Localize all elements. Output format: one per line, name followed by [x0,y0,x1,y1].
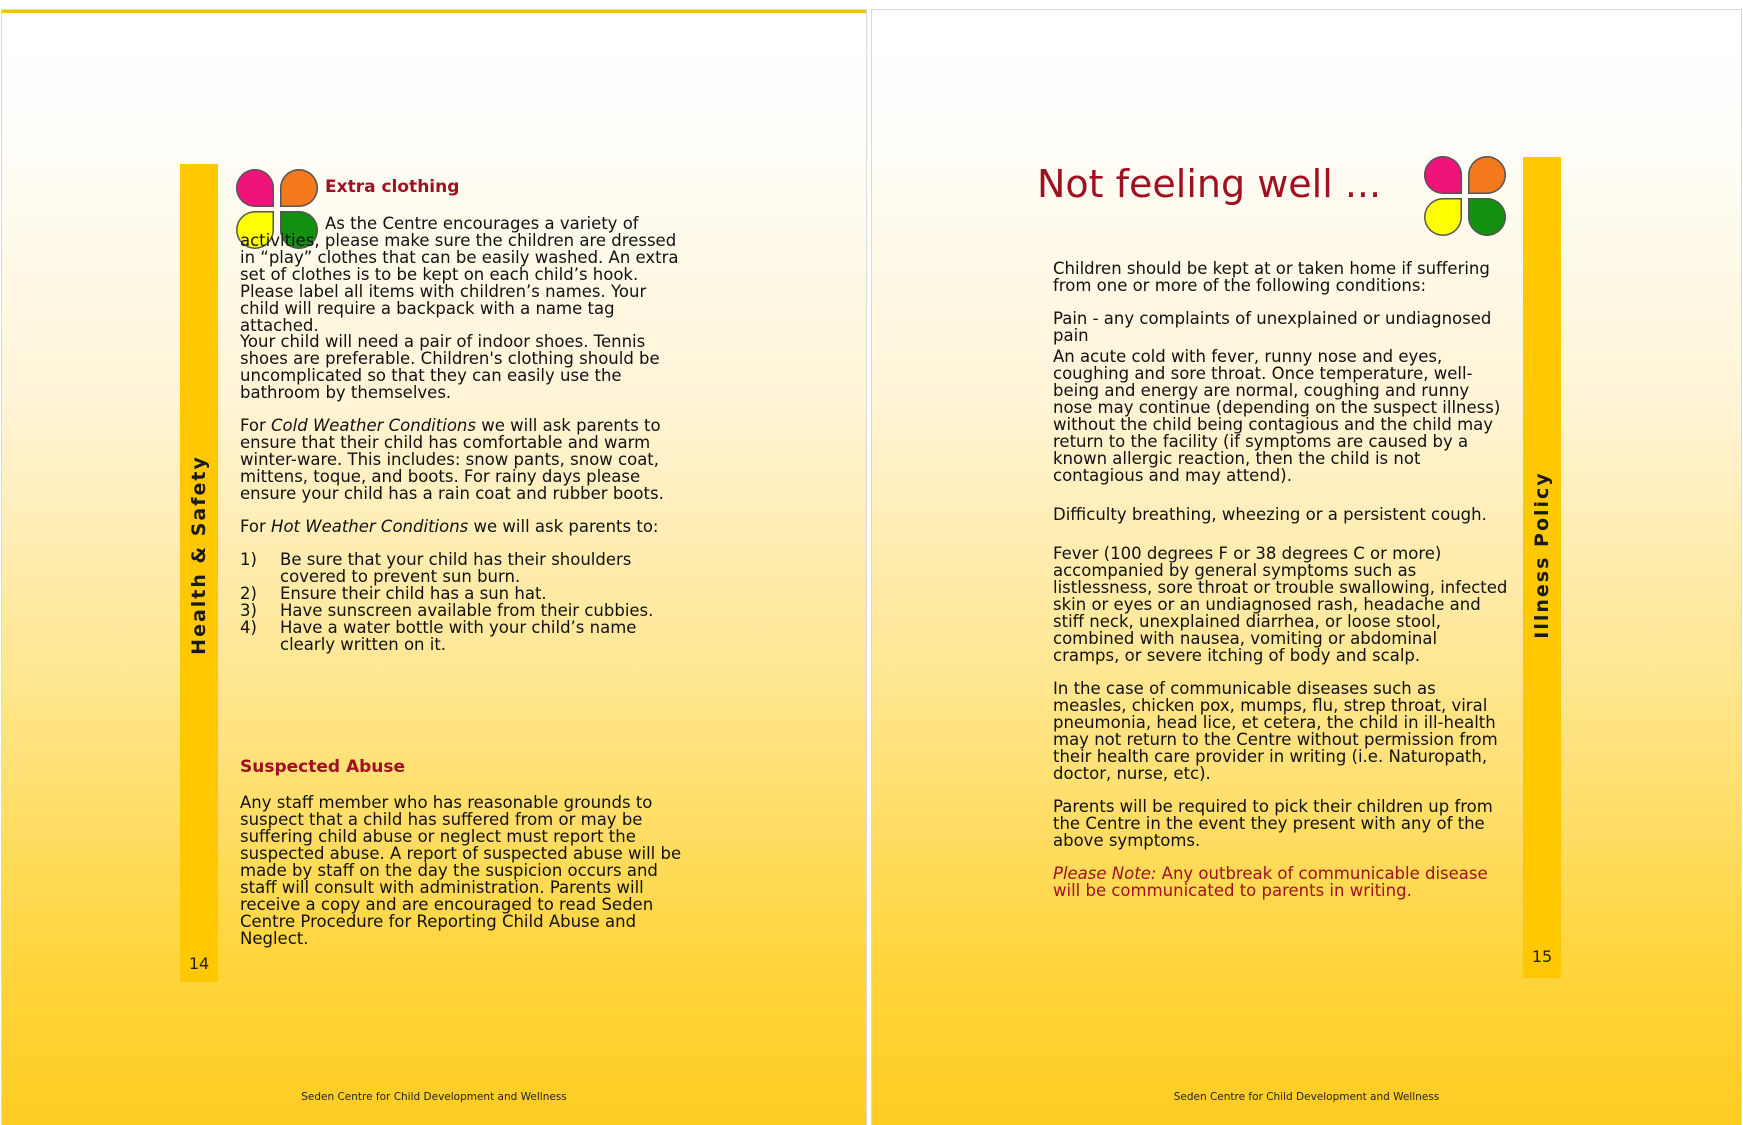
list-item [240,602,686,619]
list-text: Have sunscreen available from their cubbies. [280,601,654,620]
sidebar-section-title: Health & Safety [188,455,210,655]
page-footer: Seden Centre for Child Development and Wellness [301,1091,567,1103]
hot-weather-list [240,551,686,653]
indoor-shoes-paragraph: Your child will need a pair of indoor shoes. Tennis shoes are preferable. Children's clothing should be uncomplicated so that they can easily use the bathroom by themselves. [240,332,660,402]
list-item [240,585,686,602]
extra-clothing-intro [240,215,686,350]
extra-clothing-paragraph: As the Centre encourages a variety of activities, please make sure the children are dressed in “play” clothes that can be easily washed. An extra set of clothes is to be kept on each child’s hook. Please label all items with children’s names. Your child will require a backpack with a name tag attached. [240,214,679,335]
list-text: Be sure that your child has their shoulders covered to prevent sun burn. [280,550,632,586]
extra-clothing-heading: Extra clothing [325,177,460,197]
cold-weather-paragraph [240,417,686,502]
list-item [240,551,686,585]
page-number: 14 [188,954,210,973]
cold-weather-label: Cold Weather Conditions [271,416,476,435]
four-petal-flower-icon [1424,156,1514,236]
list-number: 1) [240,550,257,569]
pain-paragraph: Pain - any complaints of unexplained or undiagnosed pain [1053,309,1492,345]
communicable-paragraph: In the case of communicable diseases such as measles, chicken pox, mumps, flu, strep throat, viral pneumonia, head lice, et cetera, the child in ill-health may not return to the Centre without permission from their health care provider in writing (i.e. Naturopath, doctor, nurse, etc). [1053,679,1498,783]
suspected-abuse-body [240,794,686,963]
please-note-paragraph [1053,865,1508,899]
list-item [240,619,686,653]
pickup-paragraph: Parents will be required to pick their children up from the Centre in the event they present with any of the above symptoms. [1053,797,1493,850]
list-number: 2) [240,584,257,603]
cold-weather-text: we will ask parents to ensure that their child has comfortable and warm winter-ware. This includes: snow pants, snow coat, mittens, toque, and boots. For rainy days please ensure your child has a rain coat and rubber boots. [240,416,664,503]
suspected-abuse-heading: Suspected Abuse [240,757,406,777]
please-note-label: Please Note: [1053,864,1157,883]
pink-petal [236,169,274,207]
list-text: Have a water bottle with your child’s name clearly written on it. [280,618,637,654]
hot-prefix: For [240,517,266,536]
document-page-left [2,10,866,1125]
hot-weather-paragraph [240,518,686,535]
hot-weather-text: we will ask parents to: [473,517,659,536]
list-number: 4) [240,618,257,637]
page-footer: Seden Centre for Child Development and Wellness [1173,1091,1440,1103]
please-note-text: Any outbreak of communicable disease will be communicated to parents in writing. [1053,864,1488,900]
suspected-abuse-paragraph: Any staff member who has reasonable grounds to suspect that a child has suffered from or may be suffering child abuse or neglect must report the suspected abuse. A report of suspected abuse will be made by staff on the day the suspicion occurs and staff will consult with administration. Parents will receive a copy and are encouraged to read Seden Centre Procedure for Reporting Child Abuse and Neglect. [240,793,682,948]
list-number: 3) [240,601,257,620]
yellow-petal [1424,198,1462,236]
cold-prefix: For [240,416,266,435]
intro-paragraph: Children should be kept at or taken home if suffering from one or more of the following conditions: [1053,259,1490,295]
page-title: Not feeling well ... [1037,162,1382,206]
hot-weather-label: Hot Weather Conditions [271,517,469,536]
page-number: 15 [1531,947,1553,966]
breathing-paragraph: Difficulty breathing, wheezing or a persistent cough. [1053,505,1487,524]
extra-clothing-body [240,333,686,669]
illness-policy-body [1053,260,1508,915]
sidebar-band [180,164,218,982]
sidebar-band [1523,157,1561,978]
orange-petal [280,169,318,207]
pink-petal [1424,156,1462,194]
orange-petal [1468,156,1506,194]
document-page-right [872,10,1741,1125]
sidebar-section-title: Illness Policy [1531,471,1553,639]
cold-paragraph: An acute cold with fever, runny nose and eyes, coughing and sore throat. Once temperature, well-being and energy are normal, coughing and runny nose may continue (depending on the suspect illness) without the child being contagious and the child may return to the facility (if symptoms are caused by a known allergic reaction, then the child is not contagious and may attend). [1053,347,1501,485]
fever-paragraph: Fever (100 degrees F or 38 degrees C or more) accompanied by general symptoms such as listlessness, sore throat or trouble swallowing, infected skin or eyes or an undiagnosed rash, headache and stiff neck, unexplained diarrhea, or loose stool, combined with nausea, vomiting or abdominal cramps, or severe itching of body and scalp. [1053,544,1508,665]
green-petal [1468,198,1506,236]
page-top-border [2,10,866,13]
list-text: Ensure their child has a sun hat. [280,584,547,603]
